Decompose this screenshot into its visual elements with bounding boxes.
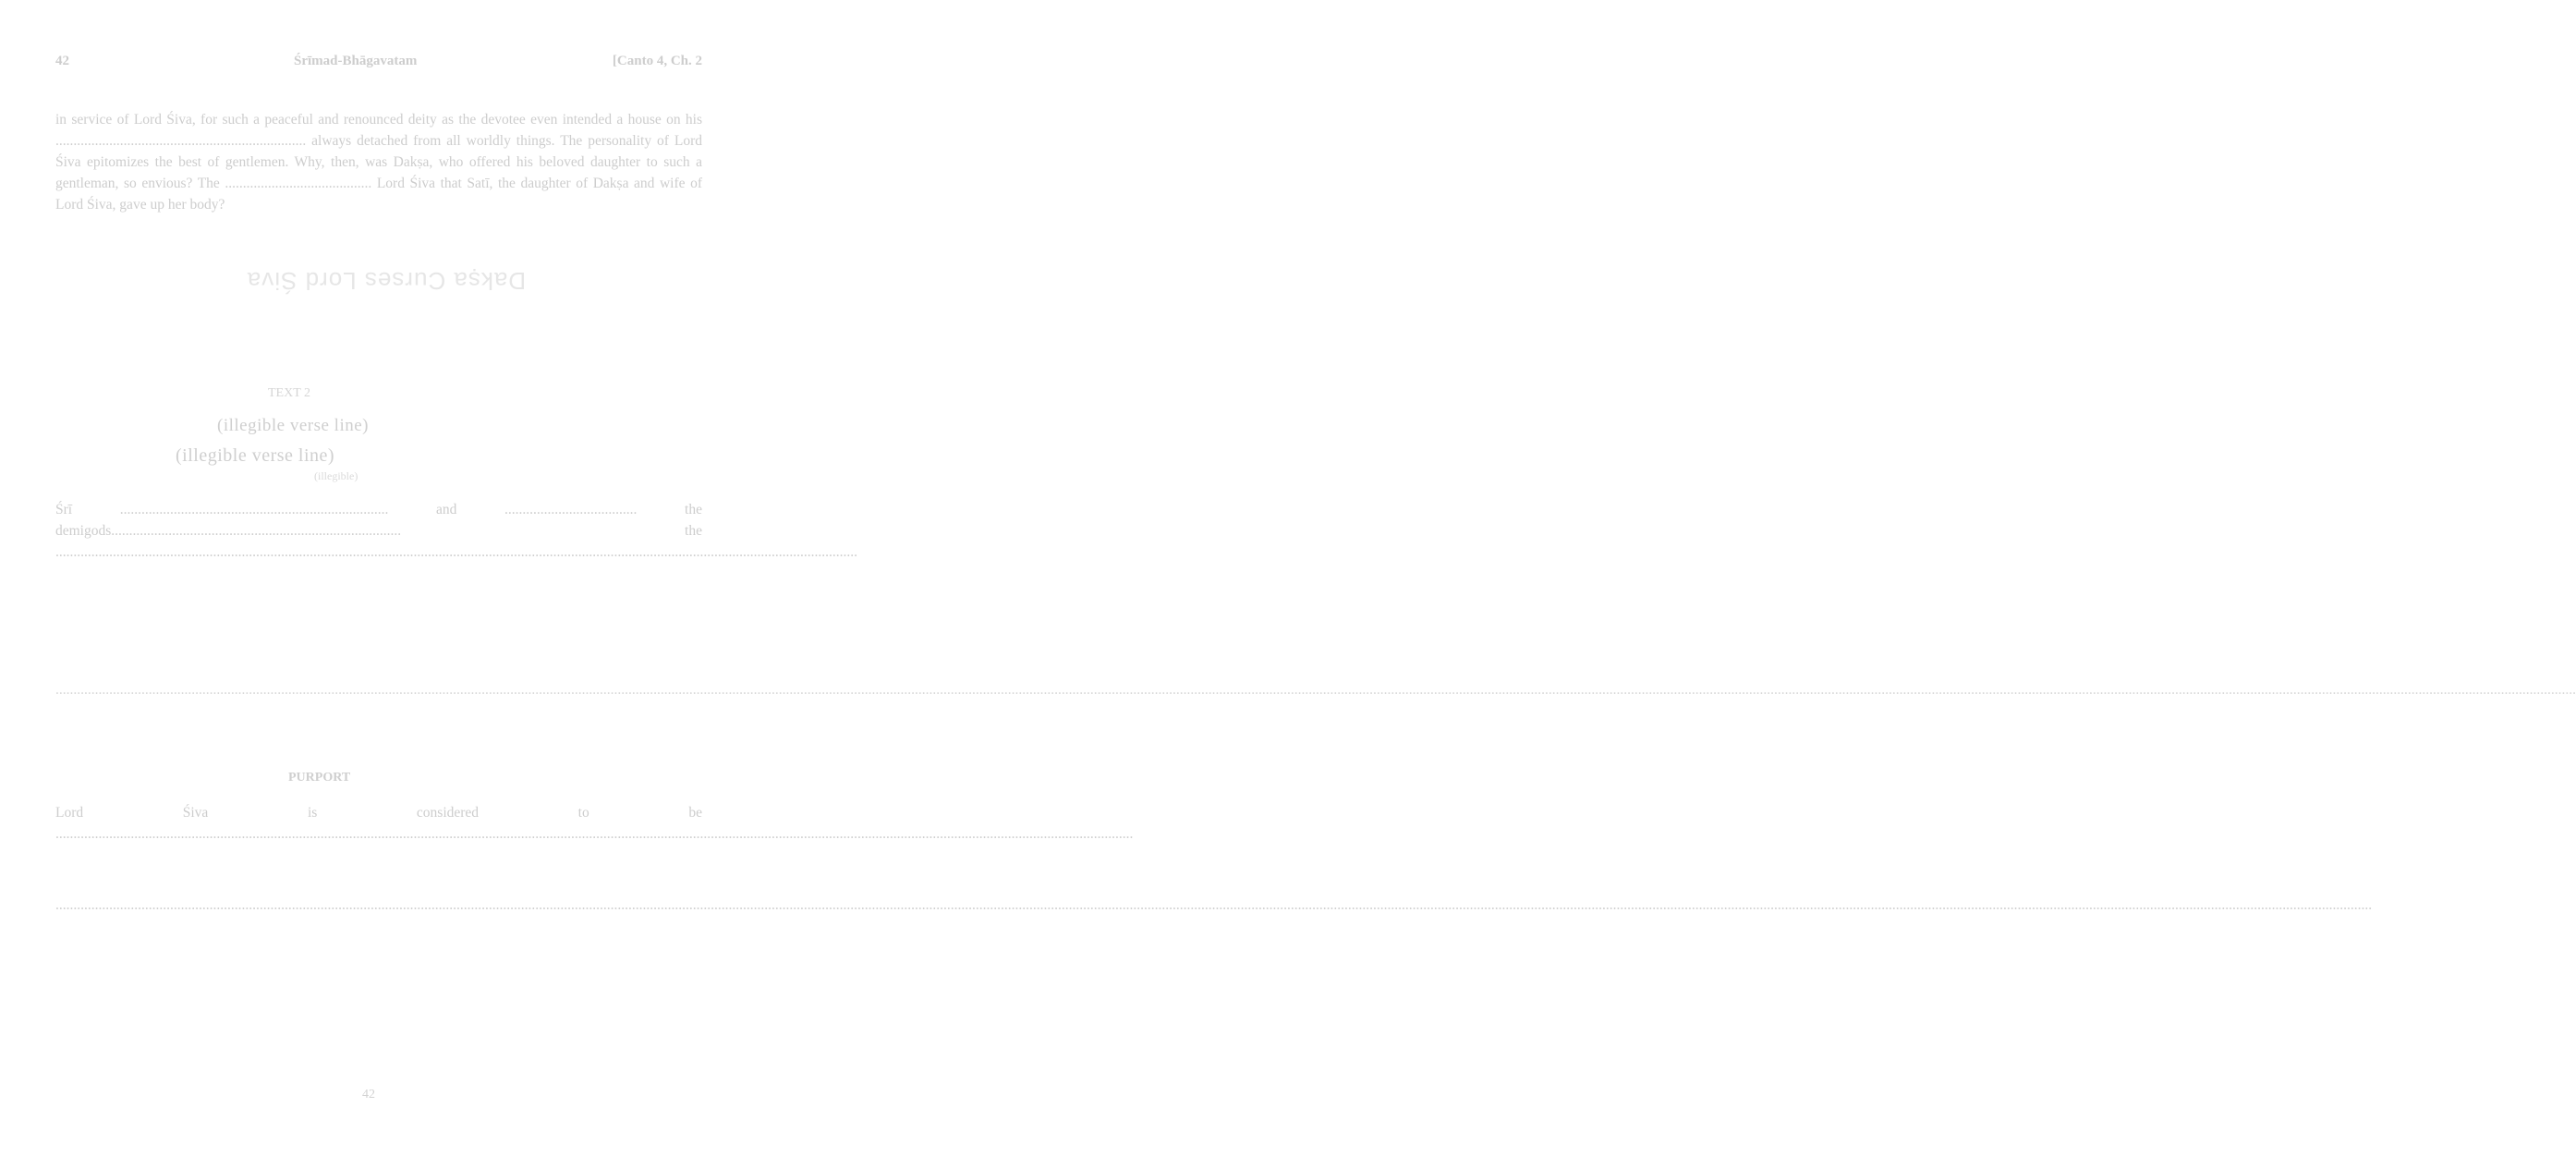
bleed-through-title: Dakṣa Curses Lord Śiva bbox=[246, 267, 527, 295]
verse-line-1: (illegible verse line) bbox=[217, 416, 369, 435]
page-number: 42 bbox=[362, 1088, 375, 1101]
section-heading: PURPORT bbox=[288, 771, 351, 785]
running-head bbox=[55, 54, 702, 74]
body-paragraph-5: ....................................................................................................................................................................................................................................................................................................................................................................................................................................................................................................................................................................................................................................................................... bbox=[55, 897, 2373, 913]
running-head-chapter: [Canto 4, Ch. 2 bbox=[612, 54, 702, 68]
verse-line-2: (illegible verse line) bbox=[176, 445, 335, 466]
body-paragraph-4: Lord Śiva is considered to be ............................................................................................................................................................................................................................................................................................................. bbox=[55, 805, 1134, 842]
body-paragraph-2: Śrī ........................................................................... and ..................................... the demigods................................................................................. the ................................................................................................................................................................................................................................ bbox=[55, 502, 857, 560]
running-head-title: Śrīmad-Bhāgavatam bbox=[294, 54, 418, 68]
verse-sub: (illegible) bbox=[314, 469, 358, 482]
verse-reference: TEXT 2 bbox=[268, 386, 311, 400]
running-head-page: 42 bbox=[55, 54, 69, 68]
body-paragraph-1: in service of Lord Śiva, for such a peaceful and renounced deity as the devotee even intended a house on his ...................................................................... always detached from all worldly things. The personality of Lord Śiva epitomizes the best of gentlemen. Why, then, was Dakṣa, who offered his beloved daughter to such a gentleman, so envious? The ......................................... Lord Śiva that Satī, the daughter of Dakṣa and wife of Lord Śiva, gave up her body? bbox=[55, 112, 702, 213]
body-paragraph-3: ................................................................................................................................................................................................................................................................................................................................................................................................................................................................................................................................................................................................................................................................................................................................ bbox=[55, 682, 2576, 698]
